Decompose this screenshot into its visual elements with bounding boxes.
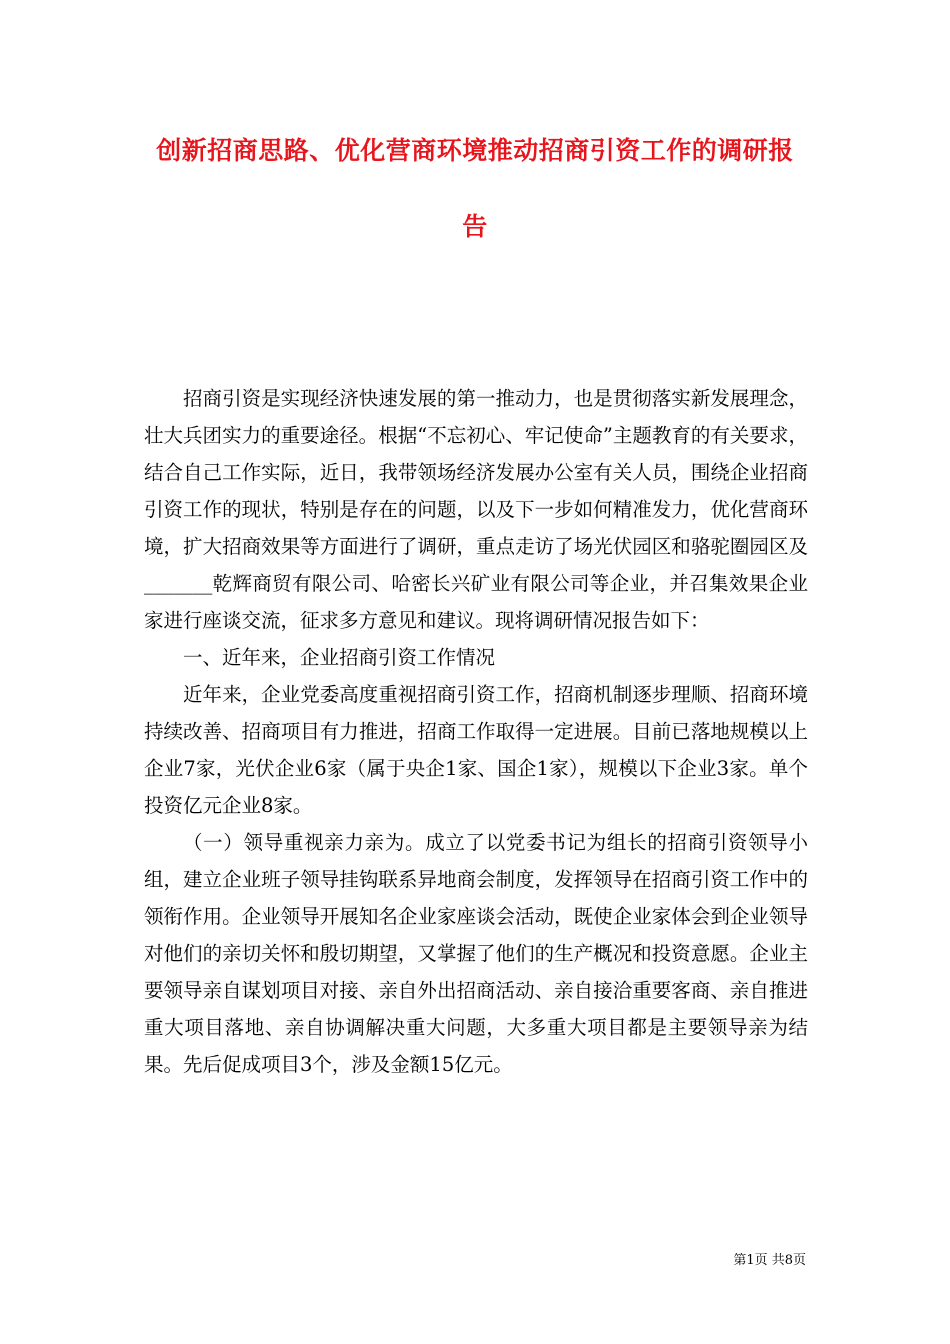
overview-paragraph: 近年来，企业党委高度重视招商引资工作，招商机制逐步理顺、招商环境持续改善、招商项目有力推进，招商工作取得一定进展。目前已落地规模以上企业7家，光伏企业6家（属于央企1家、国企1家），规模以下企业3家。单个投资亿元企业8家。	[144, 683, 808, 817]
document-title-line-2: 告	[462, 212, 488, 241]
document-title-line-1: 创新招商思路、优化营商环境推动招商引资工作的调研报	[156, 136, 794, 165]
section-heading: 一、近年来，企业招商引资工作情况	[183, 646, 496, 669]
subsection-paragraph: （一）领导重视亲力亲为。成立了以党委书记为组长的招商引资领导小组，建立企业班子领导挂钩联系异地商会制度，发挥领导在招商引资工作中的领衔作用。企业领导开展知名企业家座谈会活动，既使企业家体会到企业领导对他们的亲切关怀和殷切期望，又掌握了他们的生产概况和投资意愿。企业主要领导亲自谋划项目对接、亲自外出招商活动、亲自接洽重要客商、亲自推进重大项目落地、亲自协调解决重大问题，大多重大项目都是主要领导亲为结果。先后促成项目3个，涉及金额15亿元。	[144, 831, 808, 1076]
page-number-footer: 第1页 共8页	[733, 1253, 806, 1268]
document-body	[144, 380, 808, 1083]
intro-paragraph: 招商引资是实现经济快速发展的第一推动力，也是贯彻落实新发展理念，壮大兵团实力的重要途径。根据“不忘初心、牢记使命”主题教育的有关要求，结合自己工作实际，近日，我带领场经济发展办公室有关人员，围绕企业招商引资工作的现状，特别是存在的问题，以及下一步如何精准发力，优化营商环境，扩大招商效果等方面进行了调研，重点走访了场光伏园区和骆驼圈园区及_______乾辉商贸有限公司、哈密长兴矿业有限公司等企业，并召集效果企业家进行座谈交流，征求多方意见和建议。现将调研情况报告如下：	[144, 387, 808, 632]
